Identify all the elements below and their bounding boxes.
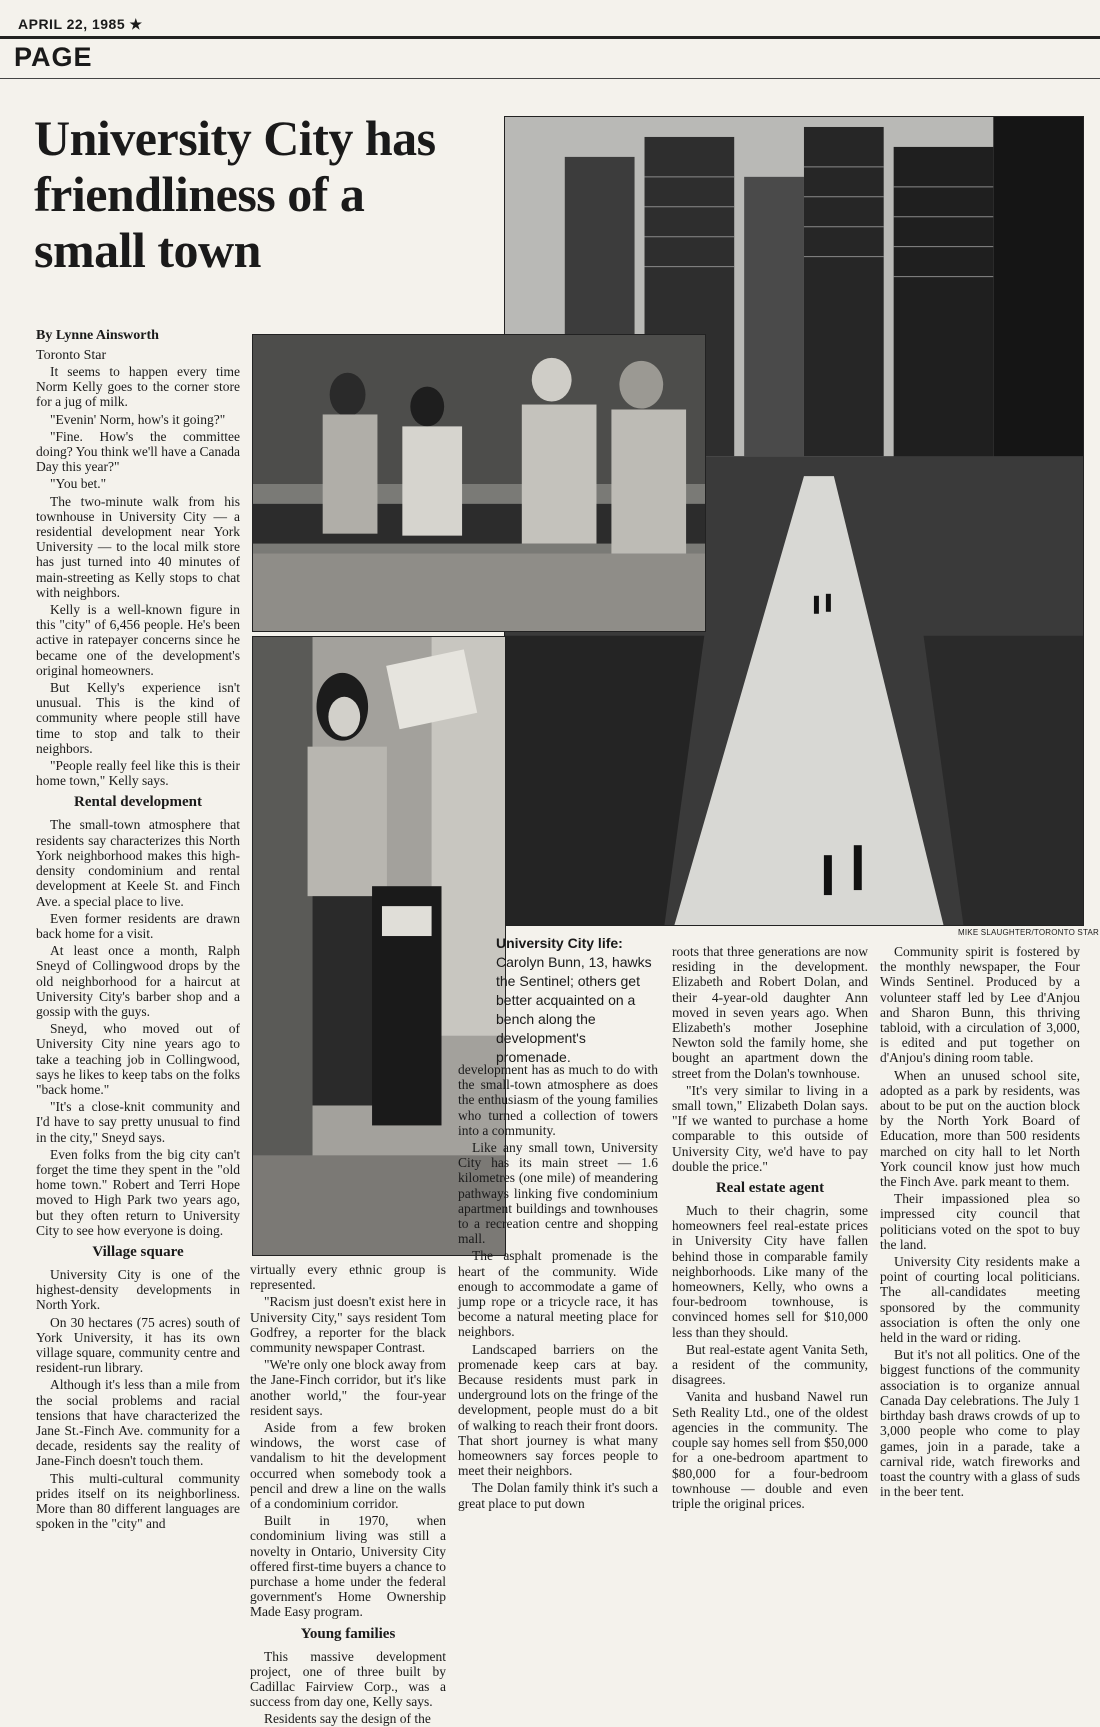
paragraph: Their impassioned plea so impressed city council that politicians voted on the spot to buy the land.	[880, 1191, 1080, 1252]
column-3	[458, 1062, 658, 1511]
paragraph: On 30 hectares (75 acres) south of York University, it has its own village square, community centre and resident-run library.	[36, 1314, 240, 1376]
paragraph: But it's not all politics. One of the biggest functions of the community association is to organize annual Canada Day celebrations. The July 1 birthday bash draws crowds of up to 3,000 people who come to play games, join in a parade, take a carnival ride, watch fireworks and toast the country with a glass of suds in the beer tent.	[880, 1347, 1080, 1500]
caption-title: University City life:	[496, 935, 623, 951]
paragraph: development has as much to do with the small-town atmosphere as does the enthusiasm of the young families who turned a collection of towers into a community.	[458, 1062, 658, 1138]
paragraph: Landscaped barriers on the promenade keep cars at bay. Because residents must park in underground lots on the fringe of the development, people must do a bit of walking to reach their front doors. That short journey is what many homeowners say forces people to meet their neighbors.	[458, 1341, 658, 1479]
paragraph: Residents say the design of the	[264, 1711, 431, 1727]
paragraph: When an unused school site, adopted as a park by residents, was about to be put on the auction block by the North York Board of Education, more than 500 residents marched on city hall to let North York council know just how much the Finch Ave. park meant to them.	[880, 1067, 1080, 1190]
subhead-real-estate: Real estate agent	[715, 1180, 825, 1197]
paragraph: The Dolan family think it's such a great place to put down	[458, 1480, 658, 1511]
paragraph: Kelly is a well-known figure in this "city" of 6,456 people. He's been active in ratepayer concerns since he became one of the development's original homeowners.	[36, 602, 240, 678]
dateline: APRIL 22, 1985 ★	[18, 16, 143, 32]
paragraph: "Evenin' Norm, how's it going?"	[50, 411, 226, 427]
paragraph: roots that three generations are now residing in the development. Elizabeth and Robert Dolan, and their 4-year-old daughter Ann moved in seven years ago. When Elizabeth's mother Josephine Newton sold the family home, she bought an apartment down the street from the Dolan's townhouse.	[672, 944, 868, 1081]
paragraph: The two-minute walk from his townhouse in University City — a residential development near York University — to the local milk store has just turned into 40 minutes of main-streeting as Kelly stops to chat with neighbors.	[36, 493, 240, 600]
paragraph: Built in 1970, when condominium living was still a novelty in Ontario, University City offered first-time buyers a chance to purchase a home under the federal government's Home Ownership Made Easy program.	[250, 1513, 446, 1620]
paragraph: "Racism just doesn't exist here in University City," says resident Tom Godfrey, a reporter for the black community newspaper Contrast.	[250, 1294, 446, 1356]
paragraph: "It's very similar to living in a small town," Elizabeth Dolan says. "If we wanted to purchase a home comparable to this outside of University City, we'd have to pay double the price."	[672, 1082, 868, 1174]
subhead-village: Village square	[92, 1243, 184, 1260]
headline: University City has friendliness of a small town	[34, 110, 436, 278]
paragraph: Even folks from the big city can't forget the time they spent in the "old home town." Robert and Terri Hope moved to High Park two years ago, but they often return to University City to see how everyone is doing.	[36, 1146, 240, 1238]
paragraph: Community spirit is fostered by the monthly newspaper, the Four Winds Sentinel. Produced by a volunteer staff led by Lee d'Anjou and Sharon Bunn, this thriving tabloid, with a circulation of 3,000, is edited and put together on d'Anjou's dining room table.	[880, 944, 1080, 1066]
paragraph: The small-town atmosphere that residents say characterizes this North York neighborhood makes this high-density condominium and rental development at Keele St. and Finch Ave. a special place to live.	[36, 817, 240, 909]
photo-bench-residents	[252, 334, 706, 632]
column-1	[36, 364, 240, 1532]
bench-image	[253, 335, 705, 631]
section-rule	[0, 78, 1100, 79]
paragraph: "People really feel like this is their home town," Kelly says.	[36, 758, 240, 789]
section-label: PAGE	[14, 42, 93, 72]
paragraph: "You bet."	[50, 476, 107, 492]
paragraph: University City residents make a point of courting local politicians. The all-candidates meeting sponsored by the community association is often the only one held in the ward or riding.	[880, 1254, 1080, 1346]
paragraph: The asphalt promenade is the heart of the community. Wide enough to accommodate a game of jump rope or a tricycle race, it has become a natural meeting place for neighbors.	[458, 1248, 658, 1340]
byline: By Lynne Ainsworth	[36, 328, 159, 343]
paragraph: Although it's less than a mile from the social problems and racial tensions that have characterized the Jane St.-Finch Ave. community for a decade, residents say the reality of Jane-Finch doesn't touch them.	[36, 1377, 240, 1469]
paragraph: "We're only one block away from the Jane-Finch corridor, but it's like another world," the four-year resident says.	[250, 1357, 446, 1418]
caption-text: Carolyn Bunn, 13, hawks the Sentinel; others get better acquainted on a bench along the development's promenade.	[496, 954, 652, 1065]
column-2	[250, 1262, 446, 1727]
paragraph: "It's a close-knit community and I'd have to say pretty unusual to find in the city," Sneyd says.	[36, 1099, 240, 1145]
top-rule	[0, 36, 1100, 39]
paragraph: virtually every ethnic group is represented.	[250, 1262, 446, 1293]
photo-caption	[496, 934, 664, 1067]
paragraph: Much to their chagrin, some homeowners feel real-estate prices in University City have fallen behind those in comparable family neighborhoods. Like many of the homeowners, Kelly, who owns a four-bedroom townhouse, is convinced homes sell for $10,000 less than they should.	[672, 1203, 868, 1340]
byline-source: Toronto Star	[36, 348, 107, 363]
paragraph: This multi-cultural community prides itself on its neighborliness. More than 80 different languages are spoken in the "city" and	[36, 1470, 240, 1532]
paragraph: University City is one of the highest-density developments in North York.	[36, 1266, 240, 1313]
paragraph: Like any small town, University City has its main street — 1.6 kilometres (one mile) of meandering pathways linking five condominium apartment buildings and townhouses to a recreation centre and shopping mall.	[458, 1140, 658, 1247]
paragraph: But real-estate agent Vanita Seth, a resident of the community, disagrees.	[672, 1341, 868, 1388]
paragraph: This massive development project, one of three built by Cadillac Fairview Corp., was a success from day one, Kelly says.	[250, 1648, 446, 1710]
paragraph: At least once a month, Ralph Sneyd of Collingwood drops by the old neighborhood for a haircut at University City's barber shop and a gossip with the guys.	[36, 943, 240, 1019]
paragraph: Even former residents are drawn back home for a visit.	[36, 910, 240, 941]
paragraph: "Fine. How's the committee doing? You think we'll have a Canada Day this year?"	[36, 428, 240, 475]
column-4	[672, 944, 868, 1511]
paragraph: Vanita and husband Nawel run Seth Reality Ltd., one of the oldest agencies in the community. The couple say homes sell from $50,000 for a one-bedroom apartment to $80,000 for a four-bedroom townhouse — double and even triple the original prices.	[672, 1389, 868, 1511]
paragraph: But Kelly's experience isn't unusual. This is the kind of community where people still have time to stop and talk to their neighbors.	[36, 680, 240, 756]
column-5	[880, 944, 1080, 1500]
subhead-rental: Rental development	[74, 794, 202, 811]
paragraph: Aside from a few broken windows, the worst case of vandalism to hit the development occurred when somebody took a pencil and drew a line on the walls of a condominium corridor.	[250, 1420, 446, 1512]
byline-block	[36, 326, 159, 366]
paragraph: Sneyd, who moved out of University City nine years ago to take a teaching job in Collingwood, says he likes to keep tabs on the folks "back home."	[36, 1021, 240, 1097]
photo-credit: MIKE SLAUGHTER/TORONTO STAR	[958, 928, 1099, 937]
paragraph: It seems to happen every time Norm Kelly goes to the corner store for a jug of milk.	[36, 364, 240, 410]
subhead-young: Young families	[300, 1625, 396, 1642]
